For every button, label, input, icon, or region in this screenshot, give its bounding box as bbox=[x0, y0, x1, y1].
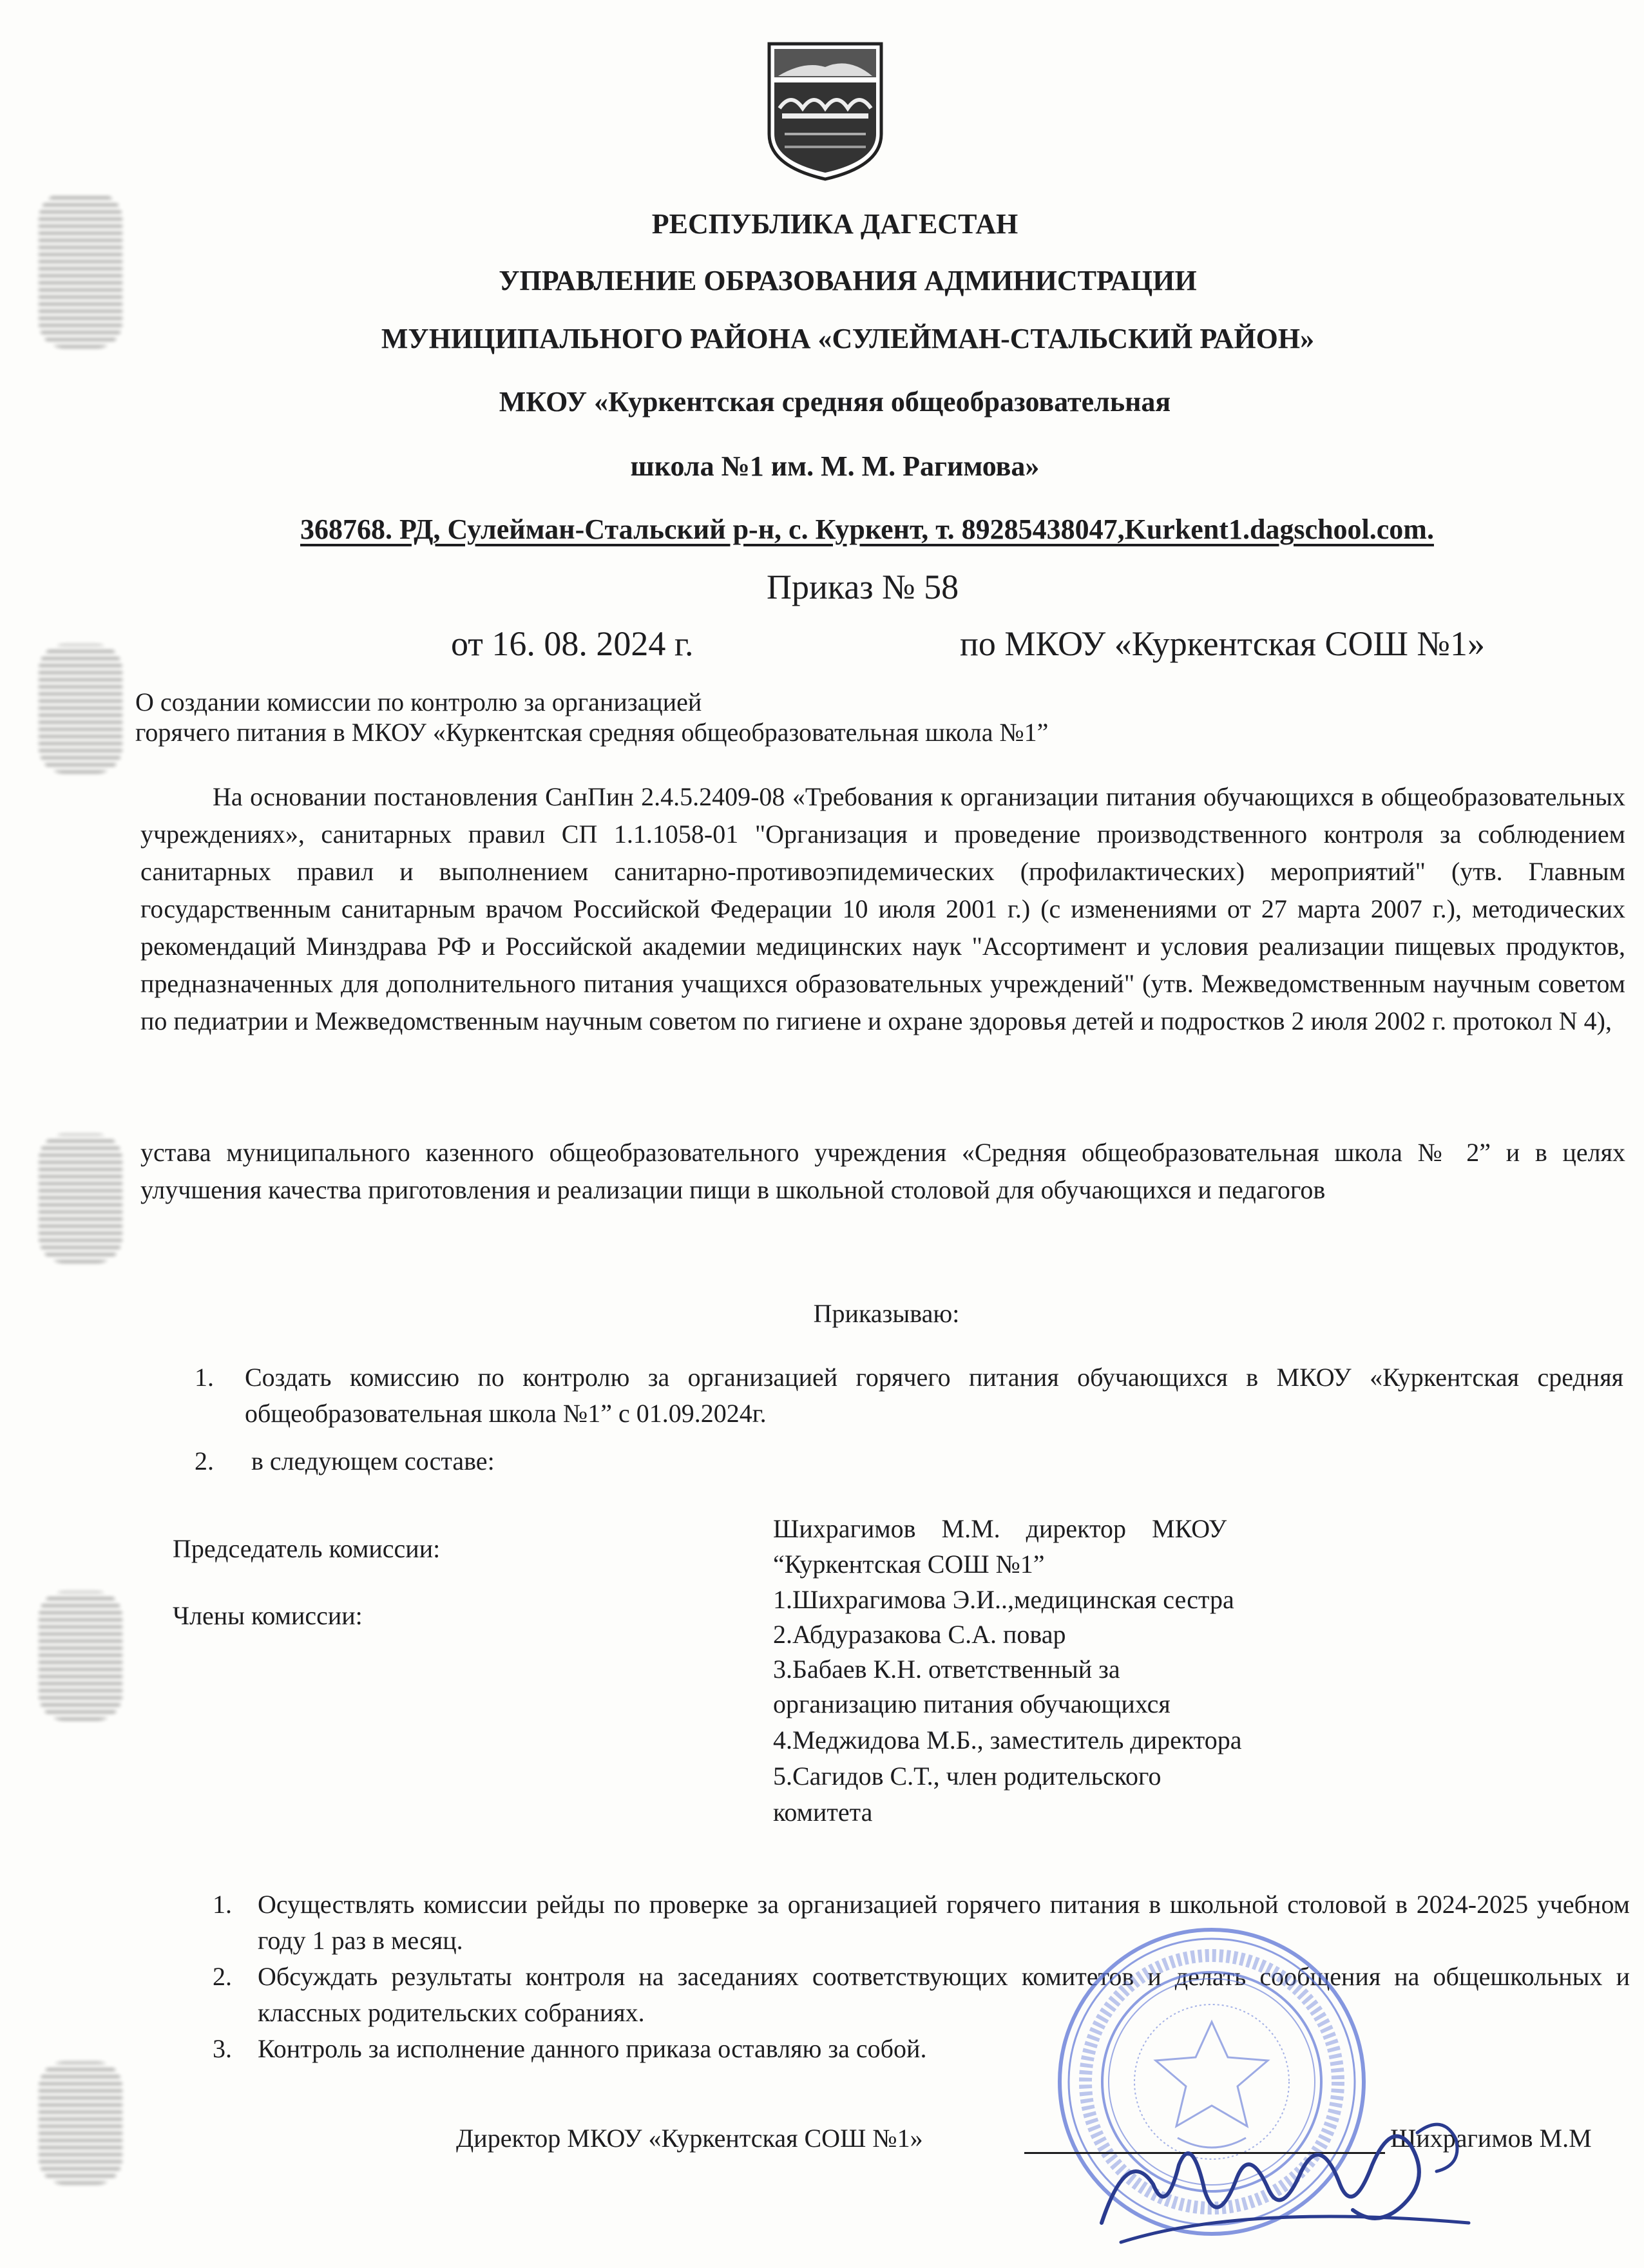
list-item bbox=[195, 1443, 1625, 1482]
scan-artifact bbox=[39, 1134, 122, 1263]
list-item-text: Обсуждать результаты контроля на заседаниях соответствующих комитетов и делать сообщения на общешкольных и классных родительских собраниях. bbox=[258, 1962, 1630, 2027]
coat-of-arms-emblem bbox=[765, 37, 885, 182]
list-item-text: в следующем составе: bbox=[245, 1446, 495, 1475]
order-word: Приказываю: bbox=[813, 1299, 960, 1328]
list-item-number: 2. bbox=[195, 1446, 214, 1475]
header-address bbox=[45, 513, 1644, 546]
order-date: от 16. 08. 2024 г. bbox=[451, 624, 694, 663]
list-item bbox=[213, 2031, 1630, 2070]
header-district: МУНИЦИПАЛЬНОГО РАЙОНА «СУЛЕЙМАН-СТАЛЬСКИЙ РАЙОН» bbox=[381, 323, 1315, 354]
member-line: 5.Сагидов С.Т., член родительского bbox=[773, 1762, 1161, 1791]
header-department: УПРАВЛЕНИЕ ОБРАЗОВАНИЯ АДМИНИСТРАЦИИ bbox=[499, 265, 1197, 296]
director-title: Директор МКОУ «Куркентская СОШ №1» bbox=[456, 2124, 923, 2153]
preamble-paragraph bbox=[140, 778, 1625, 1040]
preamble-text: На основании постановления СанПин 2.4.5.2409-08 «Требования к организации питания обучающихся в общеобразовательных учреждениях», санитарных правил СП 1.1.1058-01 "Организация и проведение производственного контроля за соблюдением санитарных правил и выполнением санитарно-противоэпидемических (профилактических) мероприятий" (утв. Главным государственным санитарным врачом Российской Федерации 10 июля 2001 г.) (с изменениями от 27 марта 2007 г.), методических рекомендаций Минздрава РФ и Российской академии медицинских наук "Ассортимент и условия реализации пищевых продуктов, предназначенных для дополнительного питания учащихся образовательных учреждений" (утв. Межведомственным научным советом по педиатрии и Межведомственным научным советом по гигиене и охране здоровья детей и подростков 2 июля 2002 г. протокол N 4), bbox=[140, 782, 1625, 1035]
member-line: 2.Абдуразакова С.А. повар bbox=[773, 1620, 1066, 1649]
list-item bbox=[195, 1360, 1625, 1437]
chair-name-line1: Шихрагимов М.М. директор МКОУ bbox=[773, 1514, 1227, 1543]
list-item-number: 1. bbox=[195, 1363, 214, 1392]
members-label: Члены комиссии: bbox=[173, 1601, 363, 1630]
list-item-text: Контроль за исполнение данного приказа оставляю за собой. bbox=[258, 2034, 927, 2063]
scan-artifact bbox=[39, 644, 122, 773]
member-line: 3.Бабаев К.Н. ответственный за bbox=[773, 1655, 1120, 1684]
list-item-number: 1. bbox=[213, 1890, 232, 1919]
order-subject-line2: горячего питания в МКОУ «Куркентская средняя общеобразовательная школа №1” bbox=[135, 718, 1049, 747]
chair-label: Председатель комиссии: bbox=[173, 1534, 441, 1563]
list-item bbox=[213, 1887, 1630, 1964]
scan-artifact bbox=[39, 2062, 122, 2184]
header-school-line2: школа №1 им. М. М. Рагимова» bbox=[630, 450, 1040, 482]
preamble-text-2: устава муниципального казенного общеобразовательного учреждения «Средняя общеобразовательная школа № 2” и в целях улучшения качества приготовления и реализации пищи в школьной столовой для обучающихся и педагогов bbox=[140, 1138, 1625, 1204]
header-school-line1: МКОУ «Куркентская средняя общеобразовательная bbox=[499, 386, 1171, 418]
member-line: организацию питания обучающихся bbox=[773, 1689, 1171, 1718]
list-item-text: Осуществлять комиссии рейды по проверке за организацией горячего питания в школьной столовой в 2024-2025 учебном году 1 раз в месяц. bbox=[258, 1890, 1630, 1955]
order-number: Приказ № 58 bbox=[767, 568, 959, 606]
member-line: 4.Меджидова М.Б., заместитель директора bbox=[773, 1725, 1242, 1754]
order-organization: по МКОУ «Куркентская СОШ №1» bbox=[960, 624, 1485, 663]
order-subject-line1: О создании комиссии по контролю за организацией bbox=[135, 687, 702, 716]
list-item-text: Создать комиссию по контролю за организацией горячего питания обучающихся в МКОУ «Куркентская средняя общеобразовательная школа №1” с 01.09.2024г. bbox=[245, 1363, 1623, 1428]
member-line: комитета bbox=[773, 1798, 873, 1827]
header-republic: РЕСПУБЛИКА ДАГЕСТАН bbox=[651, 208, 1018, 240]
handwritten-signature bbox=[1082, 2107, 1482, 2268]
preamble-paragraph-2 bbox=[140, 1134, 1625, 1209]
scan-artifact bbox=[39, 1591, 122, 1720]
member-line: 1.Шихрагимова Э.И..,медицинская сестра bbox=[773, 1585, 1234, 1614]
list-item bbox=[213, 1959, 1630, 2036]
chair-name-line2: “Куркентская СОШ №1” bbox=[773, 1550, 1045, 1579]
list-item-number: 3. bbox=[213, 2034, 232, 2063]
list-item-number: 2. bbox=[213, 1962, 232, 1991]
director-name: Шихрагимов М.М bbox=[1390, 2124, 1592, 2153]
address-text: 368768. РД, Сулейман-Стальский р-н, с. Куркент, т. 89285438047,Kurkent1.dagschool.com. bbox=[300, 514, 1434, 545]
